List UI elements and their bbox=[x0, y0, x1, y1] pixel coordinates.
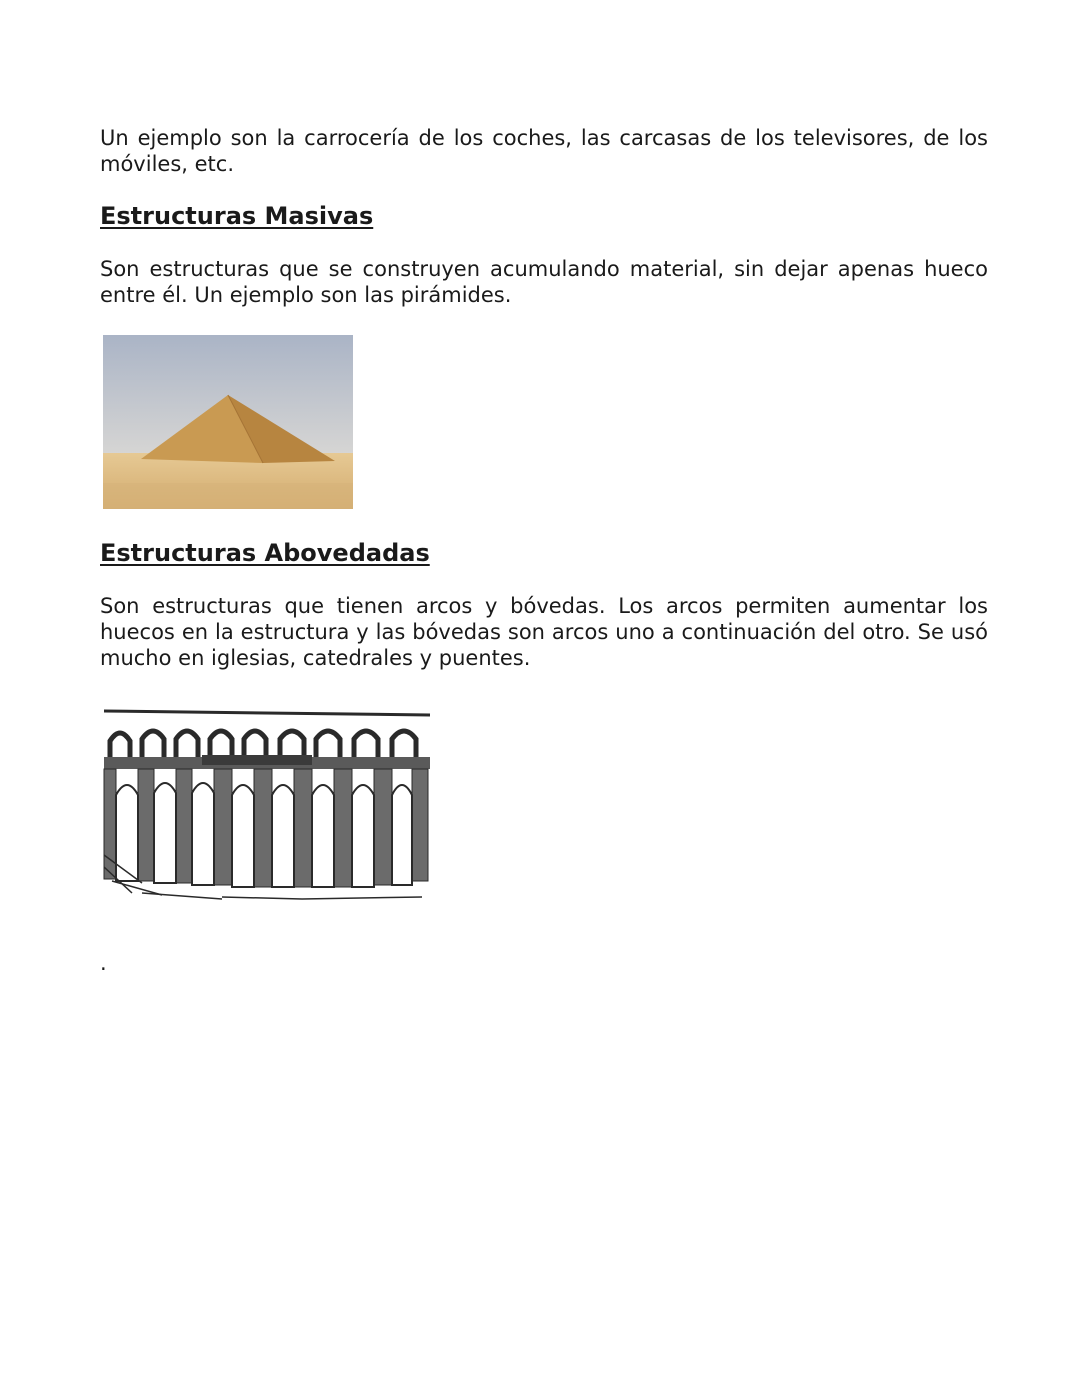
abovedadas-paragraph: Son estructuras que tienen arcos y bóvedas. Los arcos permiten aumentar los huecos en la estructura y las bóvedas son arcos uno a continuación del otro. Se usó mucho en iglesias, catedrales y puentes. bbox=[100, 594, 988, 670]
heading-abovedadas: Estructuras Abovedadas bbox=[100, 539, 430, 567]
heading-masivas: Estructuras Masivas bbox=[100, 202, 374, 230]
masivas-paragraph: Son estructuras que se construyen acumulando material, sin dejar apenas hueco entre él. Un ejemplo son las pirámides. bbox=[100, 257, 988, 307]
intro-paragraph: Un ejemplo son la carrocería de los coches, las carcasas de los televisores, de los móviles, etc. bbox=[100, 126, 988, 176]
aqueduct-drawing bbox=[102, 705, 432, 905]
pyramid-image bbox=[103, 335, 353, 509]
trailing-period: . bbox=[100, 951, 107, 975]
